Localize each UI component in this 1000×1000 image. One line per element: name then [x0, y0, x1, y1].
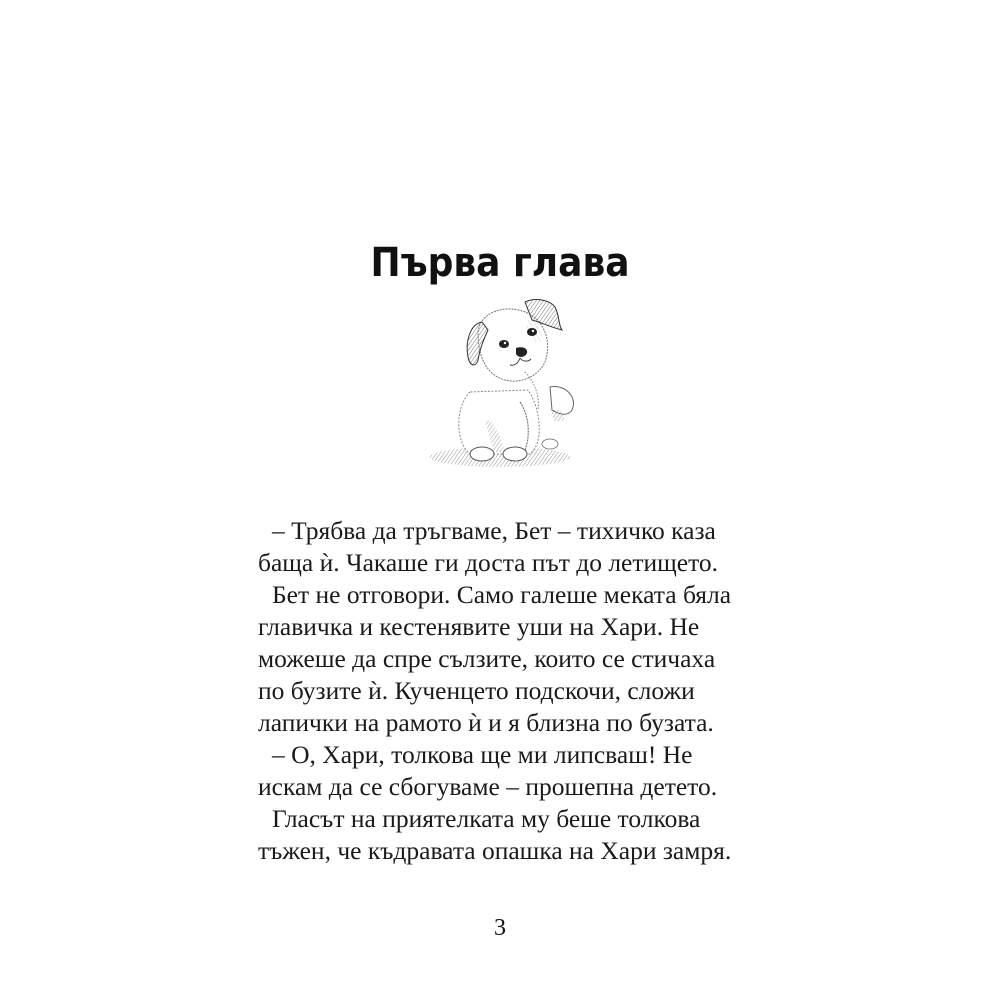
- text-line: баща ѝ. Чакаше ги доста път до летището.: [258, 548, 719, 577]
- text-line: – Трябва да тръгваме, Бет – тихичко каза: [272, 516, 716, 545]
- puppy-sketch-icon: [410, 292, 590, 487]
- text-line: Гласът на приятелката му беше толкова: [272, 804, 701, 833]
- chapter-title: Първа глава: [370, 240, 630, 286]
- text-line: главичка и кестенявите уши на Хари. Не: [258, 612, 700, 641]
- text-line: лапички на рамото ѝ и я близна по бузата.: [258, 708, 714, 737]
- chapter-body: [258, 515, 738, 867]
- puppy-illustration: [410, 292, 590, 487]
- page-number: 3: [494, 915, 506, 941]
- text-line: – О, Хари, толкова ще ми липсваш! Не: [272, 740, 693, 769]
- text-line: искам да се сбогуваме – прошепна детето.: [258, 772, 718, 801]
- text-line: по бузите ѝ. Кученцето подскочи, сложи: [258, 676, 695, 705]
- text-line: Бет не отговори. Само галеше меката бяла: [272, 580, 732, 609]
- text-line: можеше да спре сълзите, които се стичаха: [258, 644, 716, 673]
- text-line: тъжен, че къдравата опашка на Хари замря.: [258, 836, 732, 865]
